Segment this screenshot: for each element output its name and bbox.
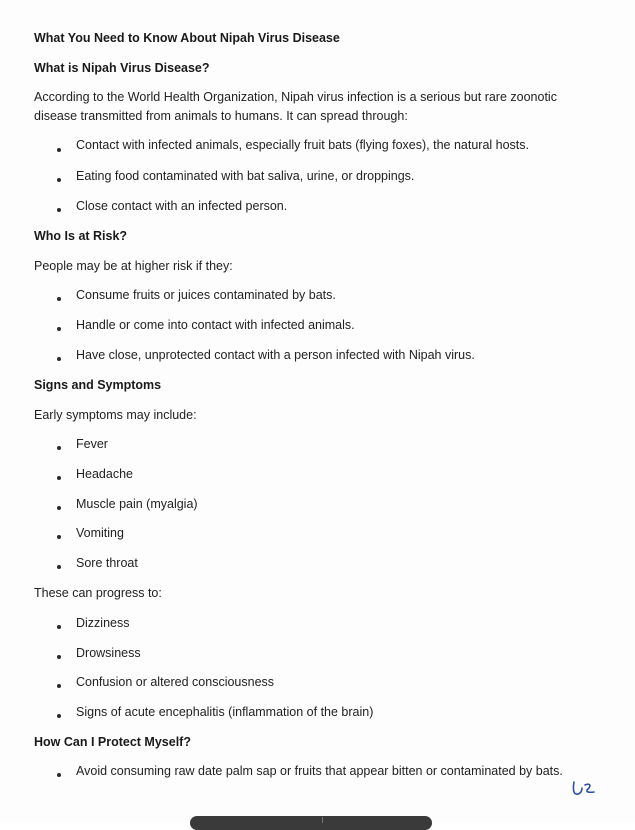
section-heading-who-at-risk: Who Is at Risk? [34, 229, 128, 243]
list-item: Contact with infected animals, especially fruit bats (flying foxes), the natural hosts. [76, 138, 529, 152]
paragraph-line: Early symptoms may include: [34, 408, 197, 422]
list-item: Handle or come into contact with infected animals. [76, 318, 355, 332]
list-item: Consume fruits or juices contaminated by bats. [76, 288, 336, 302]
list-item: Dizziness [76, 616, 130, 630]
handwritten-initials-signature [570, 779, 600, 799]
bullet-icon [57, 714, 61, 718]
bullet-icon [57, 655, 61, 659]
bullet-icon [57, 773, 61, 777]
bullet-icon [57, 208, 61, 212]
paragraph-line: disease transmitted from animals to humans. It can spread through: [34, 109, 408, 123]
bullet-icon [57, 684, 61, 688]
document-title: What You Need to Know About Nipah Virus Disease [34, 31, 340, 45]
bullet-icon [57, 357, 61, 361]
divider [322, 817, 323, 823]
bullet-icon [57, 446, 61, 450]
list-item: Signs of acute encephalitis (inflammation of the brain) [76, 705, 374, 719]
list-item: Muscle pain (myalgia) [76, 497, 198, 511]
section-heading-signs-symptoms: Signs and Symptoms [34, 378, 162, 392]
bullet-icon [57, 327, 61, 331]
bullet-icon [57, 476, 61, 480]
list-item: Vomiting [76, 526, 124, 540]
bullet-icon [57, 625, 61, 629]
list-item: Drowsiness [76, 646, 141, 660]
bullet-icon [57, 148, 61, 152]
paragraph-line: These can progress to: [34, 586, 162, 600]
list-item: Sore throat [76, 556, 138, 570]
list-item: Have close, unprotected contact with a person infected with Nipah virus. [76, 348, 475, 362]
bullet-icon [57, 506, 61, 510]
list-item: Avoid consuming raw date palm sap or fruits that appear bitten or contaminated by bats. [76, 764, 563, 778]
list-item: Confusion or altered consciousness [76, 675, 275, 689]
bullet-icon [57, 565, 61, 569]
bullet-icon [57, 297, 61, 301]
section-heading-protect-myself: How Can I Protect Myself? [34, 735, 191, 749]
list-item: Fever [76, 437, 108, 451]
bullet-icon [57, 178, 61, 182]
page-navigation-bar[interactable] [190, 816, 432, 830]
section-heading-what-is: What is Nipah Virus Disease? [34, 61, 210, 75]
bullet-icon [57, 535, 61, 539]
list-item: Close contact with an infected person. [76, 199, 288, 213]
list-item: Eating food contaminated with bat saliva, urine, or droppings. [76, 169, 415, 183]
paragraph-line: According to the World Health Organization, Nipah virus infection is a serious but rare zoonotic [34, 90, 557, 104]
paragraph-line: People may be at higher risk if they: [34, 259, 233, 273]
list-item: Headache [76, 467, 133, 481]
